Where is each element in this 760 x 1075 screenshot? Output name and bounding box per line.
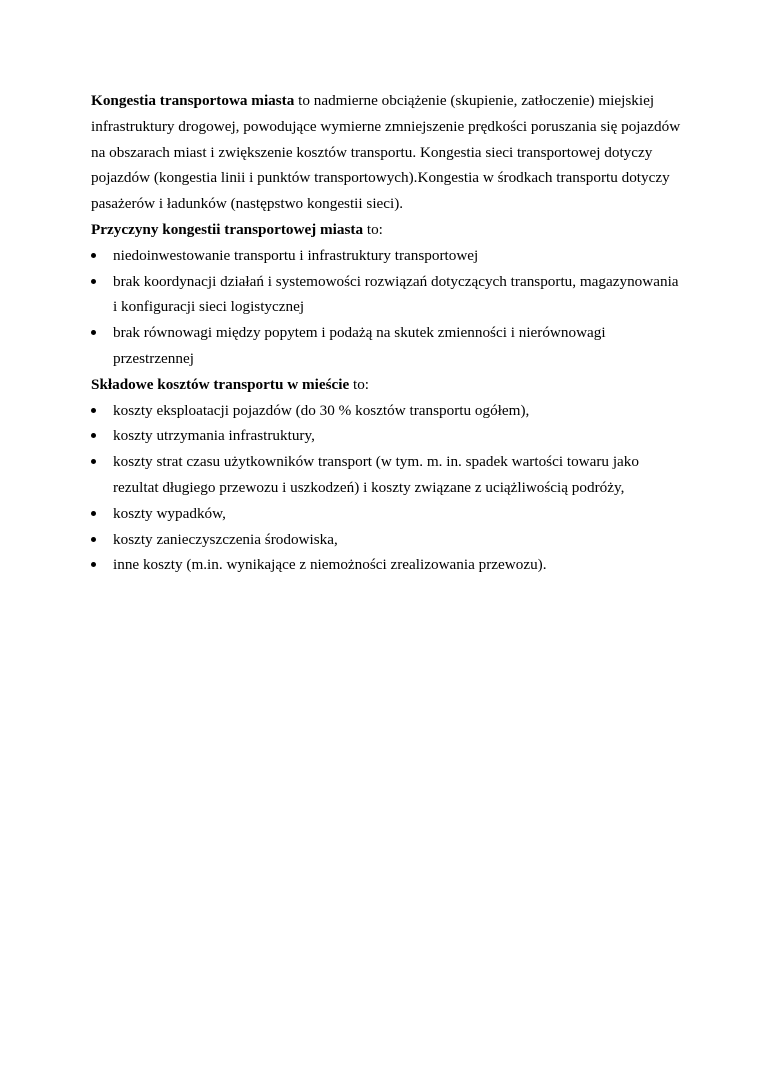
list-item [91,243,681,269]
costs-heading-line [91,372,681,398]
intro-text: to nadmierne obciążenie (skupienie, zatłoczenie) miejskiej infrastruktury drogowej, powodujące wymierne zmniejszenie prędkości poruszania się pojazdów na obszarach miast i zwiększenie kosztów transportu. Kongestia sieci transportowej dotyczy pojazdów (kongestia linii i punktów transportowych).Kongestia w środkach transportu dotyczy pasażerów i ładunków (następstwo kongestii sieci). [91,92,681,213]
list-item-text: koszty strat czasu użytkowników transport (w tym. m. in. spadek wartości towaru jako rezultat długiego przewozu i uszkodzeń) i koszty związane z uciążliwością podróży, [113,453,639,496]
bullet-icon [91,253,96,258]
list-item-text: koszty wypadków, [113,504,226,522]
intro-term: Kongestia transportowa miasta [91,92,295,109]
list-item [91,269,681,321]
bullet-icon [91,279,96,284]
list-item-text: koszty utrzymania infrastruktury, [113,427,315,445]
list-item [91,527,681,553]
list-item [91,552,681,578]
intro-paragraph [91,88,681,217]
bullet-icon [91,562,96,567]
list-item-text: brak równowagi między popytem i podażą na skutek zmienności i nierównowagi przestrzennej [113,324,606,367]
bullet-icon [91,511,96,516]
costs-list [91,398,681,579]
causes-heading-line [91,217,681,243]
bullet-icon [91,537,96,542]
costs-heading-suffix: to: [349,375,370,393]
bullet-icon [91,433,96,438]
list-item-text: inne koszty (m.in. wynikające z niemożności zrealizowania przewozu). [113,556,547,574]
causes-heading: Przyczyny kongestii transportowej miasta [91,220,364,238]
list-item [91,449,681,501]
list-item [91,398,681,424]
list-item [91,320,681,372]
bullet-icon [91,459,96,464]
list-item [91,501,681,527]
bullet-icon [91,408,96,413]
costs-heading: Składowe kosztów transportu w mieście [91,375,350,393]
list-item [91,423,681,449]
causes-heading-suffix: to: [363,220,383,238]
causes-list [91,243,681,372]
list-item-text: koszty zanieczyszczenia środowiska, [113,530,338,548]
bullet-icon [91,330,96,335]
document-page [91,88,681,578]
list-item-text: niedoinwestowanie transportu i infrastruktury transportowej [113,246,479,264]
list-item-text: koszty eksploatacji pojazdów (do 30 % kosztów transportu ogółem), [113,401,530,419]
list-item-text: brak koordynacji działań i systemowości rozwiązań dotyczących transportu, magazynowania i konfiguracji sieci logistycznej [113,272,679,316]
